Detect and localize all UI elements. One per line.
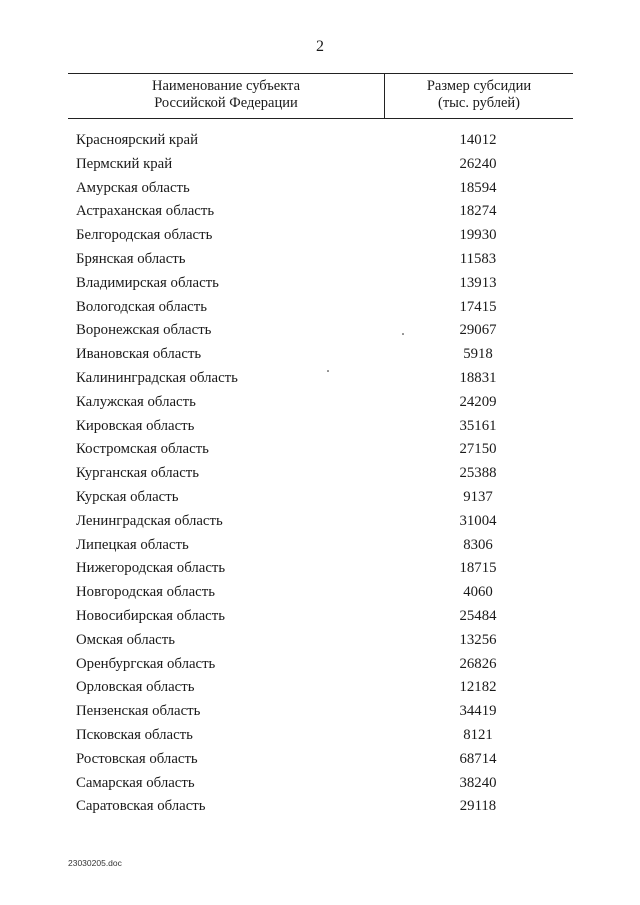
table-row: [0, 795, 640, 819]
region-name: Калужская область: [76, 393, 196, 410]
region-name: Амурская область: [76, 179, 190, 196]
region-name: Вологодская область: [76, 298, 207, 315]
region-name: Псковская область: [76, 726, 193, 743]
subsidy-value: 13256: [459, 631, 497, 648]
table-row: [0, 367, 640, 391]
subsidy-value: 13913: [459, 274, 497, 291]
subsidy-value: 38240: [459, 774, 497, 791]
table-row: [0, 438, 640, 462]
header-amount-line-1: Размер субсидии: [426, 78, 532, 94]
region-name: Костромская область: [76, 441, 209, 458]
subsidy-value: 12182: [459, 679, 497, 696]
subsidy-value: 18274: [459, 203, 497, 220]
table-header: [68, 73, 573, 119]
subsidy-value: 18831: [459, 369, 497, 386]
table-row: [0, 772, 640, 796]
subsidy-value: 26240: [459, 155, 497, 172]
region-name: Липецкая область: [76, 536, 189, 553]
table-row: [0, 462, 640, 486]
region-name: Воронежская область: [76, 322, 212, 339]
subsidy-value: 27150: [459, 441, 497, 458]
subsidy-value: 11583: [459, 250, 497, 267]
region-name: Белгородская область: [76, 227, 213, 244]
document-file-id: 23030205.doc: [68, 858, 122, 868]
region-name: Брянская область: [76, 250, 186, 267]
region-name: Ленинградская область: [76, 512, 223, 529]
region-name: Омская область: [76, 631, 175, 648]
subsidy-value: 14012: [459, 132, 497, 148]
subsidy-value: 18715: [459, 560, 497, 577]
region-name: Владимирская область: [76, 274, 219, 291]
table-row: [0, 676, 640, 700]
region-name: Калининградская область: [76, 369, 238, 386]
region-name: Новгородская область: [76, 584, 215, 601]
region-name: Нижегородская область: [76, 560, 226, 577]
subsidy-value: 68714: [459, 750, 497, 767]
table-row: [0, 200, 640, 224]
region-name: Ростовская область: [76, 750, 198, 767]
table-row: [0, 557, 640, 581]
table-row: [0, 748, 640, 772]
subsidy-value: 8306: [463, 536, 493, 553]
region-name: Пермский край: [76, 155, 173, 172]
table-row: [0, 391, 640, 415]
header-region-line-1: Наименование субъекта: [151, 78, 301, 94]
subsidy-value: 24209: [459, 393, 497, 410]
region-name: Новосибирская область: [76, 607, 225, 624]
table-row: [0, 129, 640, 153]
subsidy-value: 31004: [459, 512, 497, 529]
table-row: [0, 177, 640, 201]
subsidy-value: 19930: [459, 227, 497, 244]
region-name: Кировская область: [76, 417, 195, 434]
table-row: [0, 510, 640, 534]
header-subsidy-amount: [385, 78, 573, 112]
table-row: [0, 534, 640, 558]
subsidy-value: 29118: [459, 798, 497, 815]
table-row: [0, 224, 640, 248]
table-body: [0, 129, 640, 819]
table-row: [0, 700, 640, 724]
table-row: [0, 248, 640, 272]
page-number: 2: [316, 38, 324, 55]
table-row: [0, 724, 640, 748]
subsidy-value: 34419: [459, 703, 497, 720]
table-row: [0, 343, 640, 367]
table-row: [0, 486, 640, 510]
table-row: [0, 605, 640, 629]
table-row: [0, 653, 640, 677]
table-row: [0, 272, 640, 296]
scan-speck: [327, 370, 329, 372]
table-row: [0, 319, 640, 343]
header-region-name: [68, 78, 384, 112]
subsidy-value: 18594: [459, 179, 497, 196]
table-row: [0, 296, 640, 320]
subsidy-value: 35161: [459, 417, 497, 434]
table-row: [0, 581, 640, 605]
table-row: [0, 629, 640, 653]
subsidy-value: 26826: [459, 655, 497, 672]
subsidy-value: 29067: [459, 322, 497, 339]
table-row: [0, 153, 640, 177]
region-name: Ивановская область: [76, 346, 202, 363]
subsidy-value: 5918: [463, 346, 493, 363]
subsidy-value: 4060: [463, 584, 493, 601]
region-name: Курская область: [76, 488, 179, 505]
table-row: [0, 415, 640, 439]
header-amount-line-2: (тыс. рублей): [438, 95, 520, 111]
region-name: Курганская область: [76, 465, 200, 482]
region-name: Астраханская область: [76, 203, 215, 220]
subsidy-value: 8121: [463, 726, 493, 743]
region-name: Саратовская область: [76, 798, 206, 815]
subsidy-value: 25484: [459, 607, 497, 624]
region-name: Оренбургская область: [76, 655, 216, 672]
region-name: Самарская область: [76, 774, 195, 791]
region-name: Орловская область: [76, 679, 195, 696]
subsidy-value: 25388: [459, 465, 497, 482]
region-name: Пензенская область: [76, 703, 201, 720]
region-name: Красноярский край: [76, 132, 199, 148]
header-region-line-2: Российской Федерации: [154, 95, 298, 111]
subsidy-value: 17415: [459, 298, 497, 315]
scan-speck: [402, 333, 404, 335]
subsidy-value: 9137: [463, 488, 493, 505]
